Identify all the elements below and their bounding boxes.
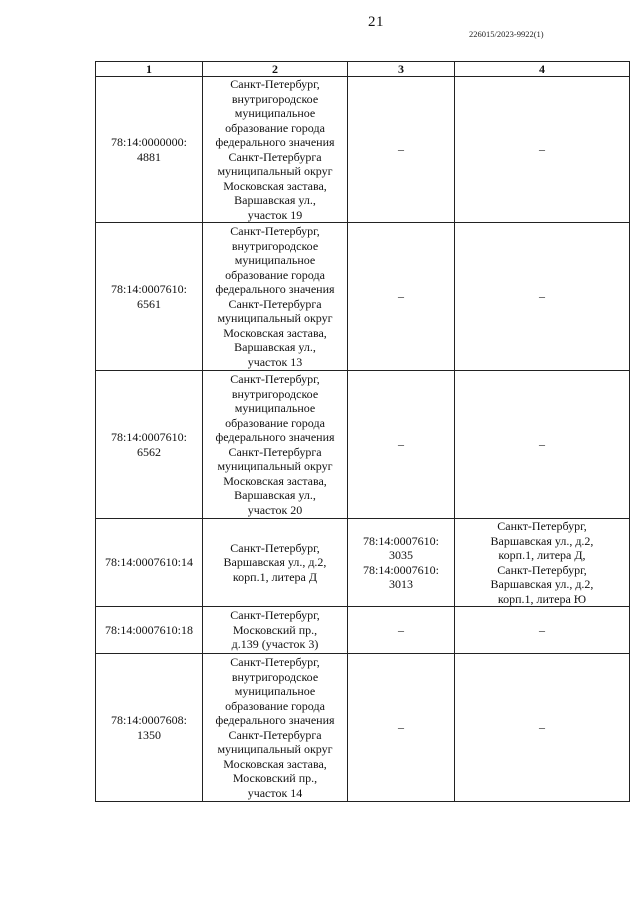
cell-text-line: Московская застава, — [223, 473, 327, 488]
cell-text-line: муниципальный округ — [217, 459, 333, 473]
cell-text-line: – — [539, 142, 545, 157]
cell-text-line: федерального значения — [215, 135, 335, 149]
cadastral-number-cell — [96, 654, 203, 802]
cell-text-line: Варшавская ул., д.2, — [490, 577, 594, 591]
cell-text-line: 78:14:0007610: — [362, 562, 439, 577]
header-cell-2: 2 — [203, 62, 348, 77]
cell-text-line: 78:14:0000000: — [110, 135, 187, 149]
cell-text-line: 78:14:0007608: — [110, 713, 187, 727]
cell-text-line: внутригородское — [231, 238, 319, 253]
cell-text-line: корп.1, литера Д, — [498, 548, 586, 562]
cell-text-line: – — [398, 622, 404, 637]
cell-text-line: корп.1, литера Д — [232, 569, 318, 584]
cadastral-number-cell — [96, 223, 203, 371]
cell-text-line: – — [539, 720, 545, 735]
cell-text-line: Санкт-Петербург, — [230, 655, 320, 669]
cell-text-line: участок 19 — [247, 207, 303, 222]
cell-text-line: Санкт-Петербург, — [230, 608, 320, 623]
cell-text-line: Санкт-Петербурга — [228, 149, 322, 164]
cell-text-line: Санкт-Петербурга — [228, 727, 322, 742]
cell-text-line: 6561 — [137, 296, 161, 311]
cell-text-line: Московский пр., — [232, 622, 318, 637]
address-cell — [203, 519, 348, 607]
cell-text-line: 78:14:0007610:18 — [104, 622, 193, 637]
header-cell-3: 3 — [348, 62, 455, 77]
cell-text-line: муниципальное — [234, 684, 316, 698]
cell-text-line: участок 14 — [247, 785, 303, 800]
address-cell — [203, 77, 348, 223]
cell-text-line: Московская застава, — [223, 325, 327, 340]
cell-text-line: образование города — [225, 415, 325, 430]
related-address-cell — [455, 519, 630, 607]
cell-text-line: Санкт-Петербург, — [497, 562, 587, 577]
cell-text-line: Санкт-Петербург, — [497, 519, 587, 533]
related-cadastral-cell — [348, 371, 455, 519]
cell-text-line: 1350 — [137, 727, 161, 742]
document-id: 226015/2023-9922(1) — [469, 29, 544, 39]
land-plots-table — [95, 61, 630, 802]
cell-text-line: муниципальное — [234, 401, 316, 415]
cell-text-line: Санкт-Петербург, — [230, 224, 320, 238]
related-address-cell — [455, 607, 630, 654]
page-number: 21 — [368, 14, 384, 30]
cell-text-line: федерального значения — [215, 282, 335, 296]
header-cell-4: 4 — [455, 62, 630, 77]
cell-text-line: Санкт-Петербург, — [230, 540, 320, 555]
cell-text-line: – — [539, 437, 545, 452]
cell-text-line: муниципальный округ — [217, 742, 333, 756]
cell-text-line: 78:14:0007610: — [362, 533, 439, 548]
cell-text-line: Санкт-Петербург, — [230, 77, 320, 91]
cell-text-line: муниципальное — [234, 253, 316, 267]
cell-text-line: Санкт-Петербурга — [228, 296, 322, 311]
cell-text-line: внутригородское — [231, 91, 319, 106]
cadastral-number-cell — [96, 519, 203, 607]
address-cell — [203, 607, 348, 654]
cell-text-line: внутригородское — [231, 669, 319, 684]
address-cell — [203, 223, 348, 371]
header-cell-1: 1 — [96, 62, 203, 77]
cell-text-line: – — [398, 289, 404, 304]
table-row — [96, 77, 630, 223]
cell-text-line: Московский пр., — [232, 771, 318, 785]
related-cadastral-cell — [348, 223, 455, 371]
cell-text-line: муниципальный округ — [217, 311, 333, 325]
cell-text-line: – — [539, 289, 545, 304]
related-cadastral-cell — [348, 77, 455, 223]
related-cadastral-cell — [348, 519, 455, 607]
cell-text-line: Варшавская ул., — [234, 488, 316, 502]
cell-text-line: Варшавская ул., — [234, 193, 316, 207]
cell-text-line: Санкт-Петербург, — [230, 372, 320, 386]
cell-text-line: 78:14:0007610:14 — [104, 555, 193, 570]
cadastral-number-cell — [96, 371, 203, 519]
cadastral-number-cell — [96, 77, 203, 223]
related-address-cell — [455, 654, 630, 802]
cell-text-line: 3035 — [389, 548, 413, 562]
cadastral-number-cell — [96, 607, 203, 654]
cell-text-line: 78:14:0007610: — [110, 430, 187, 444]
cell-text-line: образование города — [225, 698, 325, 713]
table-row — [96, 371, 630, 519]
cell-text-line: – — [398, 437, 404, 452]
cell-text-line: Варшавская ул., д.2, — [223, 555, 327, 570]
table-row — [96, 223, 630, 371]
cell-text-line: участок 20 — [247, 502, 303, 517]
cell-text-line: Варшавская ул., — [234, 340, 316, 354]
cell-text-line: – — [398, 720, 404, 735]
related-cadastral-cell — [348, 607, 455, 654]
cell-text-line: Санкт-Петербурга — [228, 444, 322, 459]
cell-text-line: участок 13 — [247, 354, 303, 369]
cell-text-line: – — [539, 622, 545, 637]
cell-text-line: федерального значения — [215, 713, 335, 727]
related-address-cell — [455, 371, 630, 519]
cell-text-line: образование города — [225, 267, 325, 282]
cell-text-line: 78:14:0007610: — [110, 282, 187, 296]
cell-text-line: Московская застава, — [223, 756, 327, 771]
cell-text-line: д.139 (участок 3) — [231, 637, 319, 652]
related-cadastral-cell — [348, 654, 455, 802]
cell-text-line: образование города — [225, 120, 325, 135]
cell-text-line: внутригородское — [231, 386, 319, 401]
address-cell — [203, 654, 348, 802]
table-row — [96, 607, 630, 654]
cell-text-line: Московская застава, — [223, 178, 327, 193]
cell-text-line: муниципальный округ — [217, 164, 333, 178]
address-cell — [203, 371, 348, 519]
cell-text-line: муниципальное — [234, 106, 316, 120]
table-header-row — [96, 62, 630, 77]
related-address-cell — [455, 223, 630, 371]
cell-text-line: 6562 — [137, 444, 161, 459]
related-address-cell — [455, 77, 630, 223]
cell-text-line: 4881 — [137, 149, 161, 164]
cell-text-line: Варшавская ул., д.2, — [490, 533, 594, 548]
table-row — [96, 654, 630, 802]
cell-text-line: – — [398, 142, 404, 157]
cell-text-line: 3013 — [389, 577, 413, 591]
table-row — [96, 519, 630, 607]
cell-text-line: федерального значения — [215, 430, 335, 444]
cell-text-line: корп.1, литера Ю — [497, 591, 587, 606]
